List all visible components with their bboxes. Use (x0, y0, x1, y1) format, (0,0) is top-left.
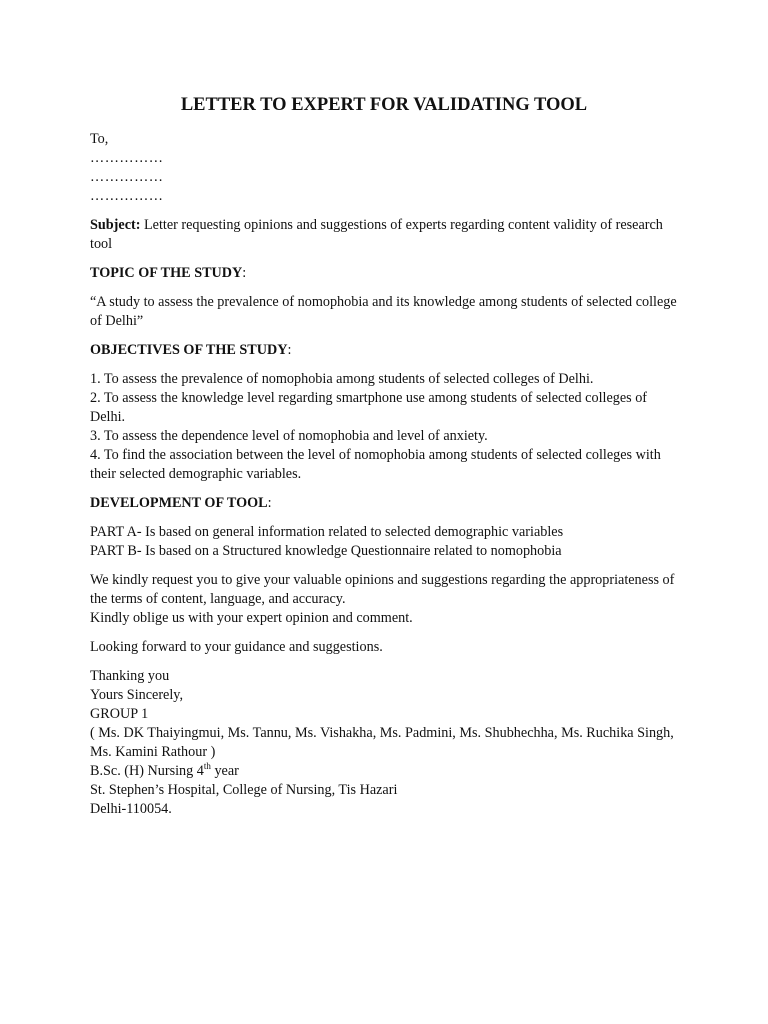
part-a-text: PART A- Is based on general information related to selected demographic variables (90, 524, 564, 540)
to-label: To, (90, 131, 109, 147)
subject-text: Letter requesting opinions and suggestions of experts regarding content validity of research tool (90, 217, 663, 252)
recipient-block (90, 130, 680, 206)
subject-paragraph (90, 216, 680, 254)
group-members: ( Ms. DK Thaiyingmui, Ms. Tannu, Ms. Vishakha, Ms. Padmini, Ms. Shubhechha, Ms. Ruchika Singh, Ms. Kamini Rathour ) (90, 725, 674, 760)
topic-heading: TOPIC OF THE STUDY (90, 265, 243, 281)
development-heading-line: DEVELOPMENT OF TOOL: (90, 495, 272, 511)
development-parts (90, 523, 680, 561)
objective-item: 1. To assess the prevalence of nomophobia among students of selected colleges of Delhi. (90, 371, 594, 387)
yours-text: Yours Sincerely, (90, 687, 184, 703)
objectives-heading: OBJECTIVES OF THE STUDY (90, 342, 288, 358)
course-ordinal: th (203, 761, 211, 771)
subject-label: Subject: (90, 217, 141, 233)
group-name: GROUP 1 (90, 706, 149, 722)
closing-text: Looking forward to your guidance and suggestions. (90, 639, 383, 655)
recipient-line-3: …………… (90, 188, 164, 204)
signoff-block (90, 667, 680, 819)
course-text: B.Sc. (H) Nursing 4 (90, 763, 204, 779)
objective-item: 4. To find the association between the level of nomophobia among students of selected colleges with their selected demographic variables. (90, 447, 661, 482)
objectives-heading-line: OBJECTIVES OF THE STUDY: (90, 342, 292, 358)
thanks-text: Thanking you (90, 668, 170, 684)
part-b-text: PART B- Is based on a Structured knowledge Questionnaire related to nomophobia (90, 543, 562, 559)
objective-item: 2. To assess the knowledge level regarding smartphone use among students of selected colleges of Delhi. (90, 390, 648, 425)
request-text: We kindly request you to give your valuable opinions and suggestions regarding the appropriateness of the terms of content, language, and accuracy. (90, 572, 675, 607)
course-line (90, 762, 680, 781)
course-suffix: year (210, 763, 239, 779)
city-text: Delhi-110054. (90, 801, 172, 817)
objective-item: 3. To assess the dependence level of nomophobia and level of anxiety. (90, 428, 488, 444)
letter-title: LETTER TO EXPERT FOR VALIDATING TOOL (180, 95, 588, 115)
development-heading: DEVELOPMENT OF TOOL (90, 495, 268, 511)
oblige-text: Kindly oblige us with your expert opinion and comment. (90, 610, 413, 626)
objectives-list (90, 370, 680, 484)
request-block (90, 571, 680, 628)
topic-heading-line: TOPIC OF THE STUDY: (90, 265, 247, 281)
topic-text: “A study to assess the prevalence of nomophobia and its knowledge among students of selected college of Delhi” (90, 294, 677, 329)
recipient-line-2: …………… (90, 169, 164, 185)
institution-text: St. Stephen’s Hospital, College of Nursing, Tis Hazari (90, 782, 398, 798)
letter-content (90, 93, 680, 819)
recipient-line-1: …………… (90, 150, 164, 166)
